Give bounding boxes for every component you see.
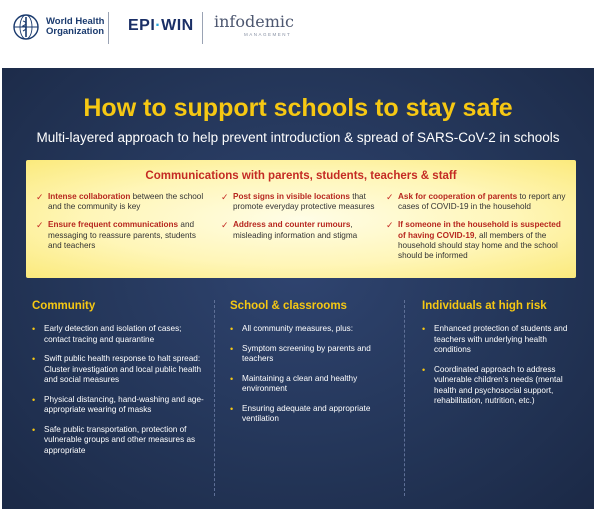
infodemic-subtext: MANAGEMENT: [244, 32, 292, 37]
communications-item: [221, 220, 376, 240]
item-text: that promote everyday protective measures: [233, 192, 375, 212]
list-item: [32, 354, 204, 386]
item-text: Maintaining a clean and healthy environment: [242, 373, 358, 393]
who-line2: Organization: [46, 26, 105, 37]
communications-item: [221, 192, 376, 212]
school-title: School & classrooms: [230, 300, 347, 312]
logo-header: [0, 0, 600, 60]
header-divider: [108, 12, 109, 44]
check-icon: ✓: [221, 220, 229, 231]
item-text: Early detection and isolation of cases; contact tracing and quarantine: [44, 324, 182, 344]
highrisk-column: [422, 300, 582, 416]
communications-item: [36, 220, 211, 251]
item-text: between the school and the community is key: [48, 192, 204, 212]
item-text: , all members of the household should stay home and the school should be informed: [398, 230, 558, 261]
item-text: Physical distancing, hand-washing and age-appropriate wearing of masks: [44, 394, 204, 414]
item-text: and messaging to reassure parents, students and teachers: [48, 220, 196, 250]
who-emblem-icon: [12, 13, 40, 41]
bullet-icon: •: [32, 424, 36, 435]
column-divider: [214, 300, 215, 496]
highrisk-list: [422, 324, 582, 407]
check-icon: ✓: [36, 192, 44, 202]
page-title: How to support schools to stay safe: [83, 94, 513, 122]
item-bold: If someone in the household is suspected of having COVID-19: [398, 220, 561, 240]
bullet-icon: •: [32, 324, 36, 334]
item-bold: Intense collaboration: [48, 192, 131, 201]
who-wordmark: [46, 17, 104, 37]
item-text: Safe public transportation, protection of vulnerable groups and other measures as appropriate: [44, 424, 196, 455]
communications-heading: Communications with parents, students, teachers & staff: [145, 170, 457, 182]
communications-column: [221, 192, 376, 249]
list-item: [230, 374, 392, 395]
epi-win-logo: [128, 17, 194, 35]
item-text: to report any cases of COVID-19 in the household: [398, 192, 566, 212]
list-item: [422, 324, 582, 356]
communications-column: [36, 192, 211, 259]
list-item: [32, 425, 204, 457]
epi-text: EPI: [128, 17, 156, 34]
bullet-icon: •: [32, 354, 36, 364]
school-list: [230, 324, 392, 425]
list-item: [32, 324, 204, 345]
item-bold: Post signs in visible locations: [233, 192, 350, 201]
who-logo: [12, 13, 104, 41]
item-bold: Address and counter rumours: [233, 220, 351, 230]
epi-dot: ·: [155, 17, 162, 34]
list-item: [230, 404, 392, 425]
communications-item: [386, 220, 568, 261]
bullet-icon: •: [32, 394, 36, 405]
infodemic-logo: [214, 12, 294, 37]
communications-item: [386, 192, 568, 212]
check-icon: ✓: [386, 220, 394, 231]
bullet-icon: •: [230, 403, 234, 414]
item-text: Enhanced protection of students and teachers with underlying health conditions: [434, 324, 568, 354]
item-text: Coordinated approach to address vulnerable children’s needs (mental health and psychosocial support, rehabilitation, nutrition, etc.): [434, 364, 563, 405]
bullet-icon: •: [422, 364, 426, 375]
win-text: WIN: [161, 17, 194, 34]
bullet-icon: •: [422, 324, 426, 334]
infographic-panel: [2, 68, 594, 509]
item-text: Symptom screening by parents and teachers: [242, 343, 371, 363]
bullet-icon: •: [230, 343, 234, 354]
item-text: Ensuring adequate and appropriate ventilation: [242, 403, 371, 423]
bullet-icon: •: [230, 373, 234, 384]
who-line1: World Health: [46, 16, 105, 27]
list-item: [422, 365, 582, 407]
check-icon: ✓: [386, 192, 394, 202]
page-subtitle: Multi-layered approach to help prevent introduction & spread of SARS-CoV-2 in schools: [36, 130, 560, 145]
school-column: [230, 300, 392, 434]
header-divider: [202, 12, 203, 44]
check-icon: ✓: [36, 220, 44, 231]
community-list: [32, 324, 204, 456]
community-title: Community: [32, 300, 96, 312]
infodemic-text: infodemic: [214, 12, 294, 31]
list-item: [230, 344, 392, 365]
community-column: [32, 300, 204, 465]
item-text: Swift public health response to halt spread: Cluster investigation and local public health and social measures: [44, 354, 202, 384]
list-item: [230, 324, 392, 335]
communications-item: [36, 192, 211, 212]
bullet-icon: •: [230, 324, 234, 334]
item-text: , misleading information and stigma: [233, 220, 358, 240]
highrisk-title: Individuals at high risk: [422, 300, 547, 312]
list-item: [32, 395, 204, 416]
item-bold: Ensure frequent communications: [48, 220, 179, 230]
check-icon: ✓: [221, 192, 229, 202]
communications-box: [26, 160, 576, 278]
item-bold: Ask for cooperation of parents: [398, 192, 518, 201]
item-text: All community measures, plus:: [242, 324, 354, 333]
communications-column: [386, 192, 568, 269]
column-divider: [404, 300, 405, 496]
